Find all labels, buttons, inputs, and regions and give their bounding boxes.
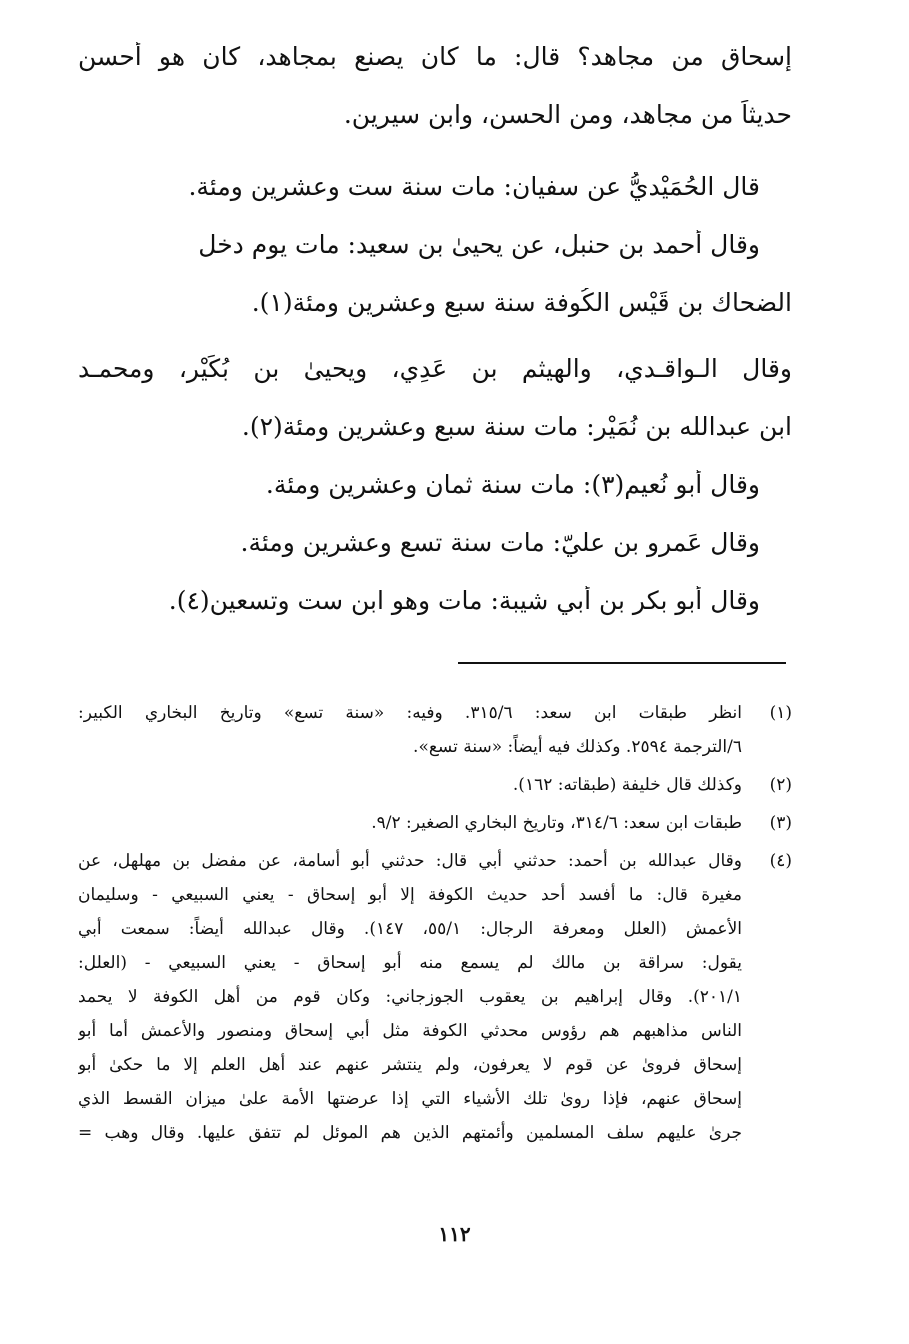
footnote-separator xyxy=(458,662,786,664)
footnotes xyxy=(78,696,792,1154)
main-line: إسحاق من مجاهد؟ قال: ما كان يصنع بمجاهد، كان هو أحسن xyxy=(78,42,792,71)
footnote-3 xyxy=(78,806,792,840)
footnote-line: الأعمش (العلل ومعرفة الرجال: ٥٥/١، ١٤٧). وقال عبدالله أيضاً: سمعت أبي xyxy=(78,919,742,939)
footnote-line: طبقات ابن سعد: ٣١٤/٦، وتاريخ البخاري الصغير: ٩/٢. xyxy=(371,813,742,833)
main-line: ابن عبدالله بن نُمَيْر: مات سنة سبع وعشرين ومئة(٢). xyxy=(241,412,792,441)
footnote-line: وقال عبدالله بن أحمد: حدثني أبي قال: حدثني أبو أسامة، عن مفضل بن مهلهل، عن xyxy=(78,851,742,871)
main-line: وقال أبو نُعيم(٣): مات سنة ثمان وعشرين ومئة. xyxy=(265,470,760,499)
main-line: قال الحُمَيْديُّ عن سفيان: مات سنة ست وعشرين ومئة. xyxy=(188,172,760,201)
page-number: ١١٢ xyxy=(438,1222,471,1246)
footnote-number: (٤) xyxy=(769,851,792,871)
footnote-line: مغيرة قال: ما أفسد أحد حديث الكوفة إلا أبو إسحاق - يعني السبيعي - وسليمان xyxy=(78,885,742,905)
main-line: حديثاً من مجاهد، ومن الحسن، وابن سيرين. xyxy=(343,100,792,129)
main-line: وقال عَمرو بن عليّ: مات سنة تسع وعشرين ومئة. xyxy=(240,528,760,557)
footnote-line: ٢٠١/١). وقال إبراهيم بن يعقوب الجوزجاني: وكان قوم من أهل الكوفة لا يحمد xyxy=(78,987,742,1007)
main-line: وقال الـواقـدي، والهيثم بن عَدِي، ويحيىٰ بن بُكَيْر، ومحمـد xyxy=(78,354,792,383)
main-line: الضحاك بن قَيْس الكُوفة سنة سبع وعشرين ومئة(١). xyxy=(251,288,792,317)
footnote-2 xyxy=(78,768,792,802)
main-line: وقال أبو بكر بن أبي شيبة: مات وهو ابن ست وتسعين(٤). xyxy=(168,586,760,615)
footnote-number: (٢) xyxy=(769,775,792,795)
paragraph-gap xyxy=(78,346,792,354)
main-text xyxy=(78,42,792,644)
footnote-line: الناس مذاهبهم هم رؤوس محدثي الكوفة مثل أبي إسحاق ومنصور والأعمش أما أبو xyxy=(78,1021,742,1041)
footnote-line: ٦/الترجمة ٢٥٩٤. وكذلك فيه أيضاً: «سنة تسع». xyxy=(413,737,742,757)
footnote-body xyxy=(78,844,742,1150)
footnote-line: انظر طبقات ابن سعد: ٣١٥/٦. وفيه: «سنة تسع» وتاريخ البخاري الكبير: xyxy=(78,703,742,723)
footnote-line: إسحاق عنهم، فإذا روىٰ تلك الأشياء التي إذا عرضتها الأمة علىٰ ميزان القسط الذي xyxy=(78,1089,742,1109)
paragraph-gap xyxy=(78,158,792,172)
footnote-body xyxy=(78,806,742,840)
footnote-line: وكذلك قال خليفة (طبقاته: ١٦٢). xyxy=(512,775,742,795)
footnote-number: (١) xyxy=(769,703,792,723)
footnote-line: إسحاق فروىٰ عن قوم لا يعرفون، ولم ينتشر عنهم عند أهل العلم إلا ما حكىٰ أبو xyxy=(78,1055,742,1075)
footnote-line: يقول: سراقة بن مالك لم يسمع منه أبو إسحاق - يعني السبيعي - (العلل: xyxy=(78,953,742,973)
footnote-body xyxy=(78,696,742,764)
footnote-number: (٣) xyxy=(769,813,792,833)
footnote-line: جرىٰ عليهم سلف المسلمين وأئمتهم الذين هم الموئل لم تتفق عليها. وقال وهب = xyxy=(78,1123,742,1143)
footnote-1 xyxy=(78,696,792,764)
footnote-body xyxy=(78,768,742,802)
footnote-4 xyxy=(78,844,792,1150)
main-line: وقال أحمد بن حنبل، عن يحيىٰ بن سعيد: مات يوم دخل xyxy=(198,230,760,259)
